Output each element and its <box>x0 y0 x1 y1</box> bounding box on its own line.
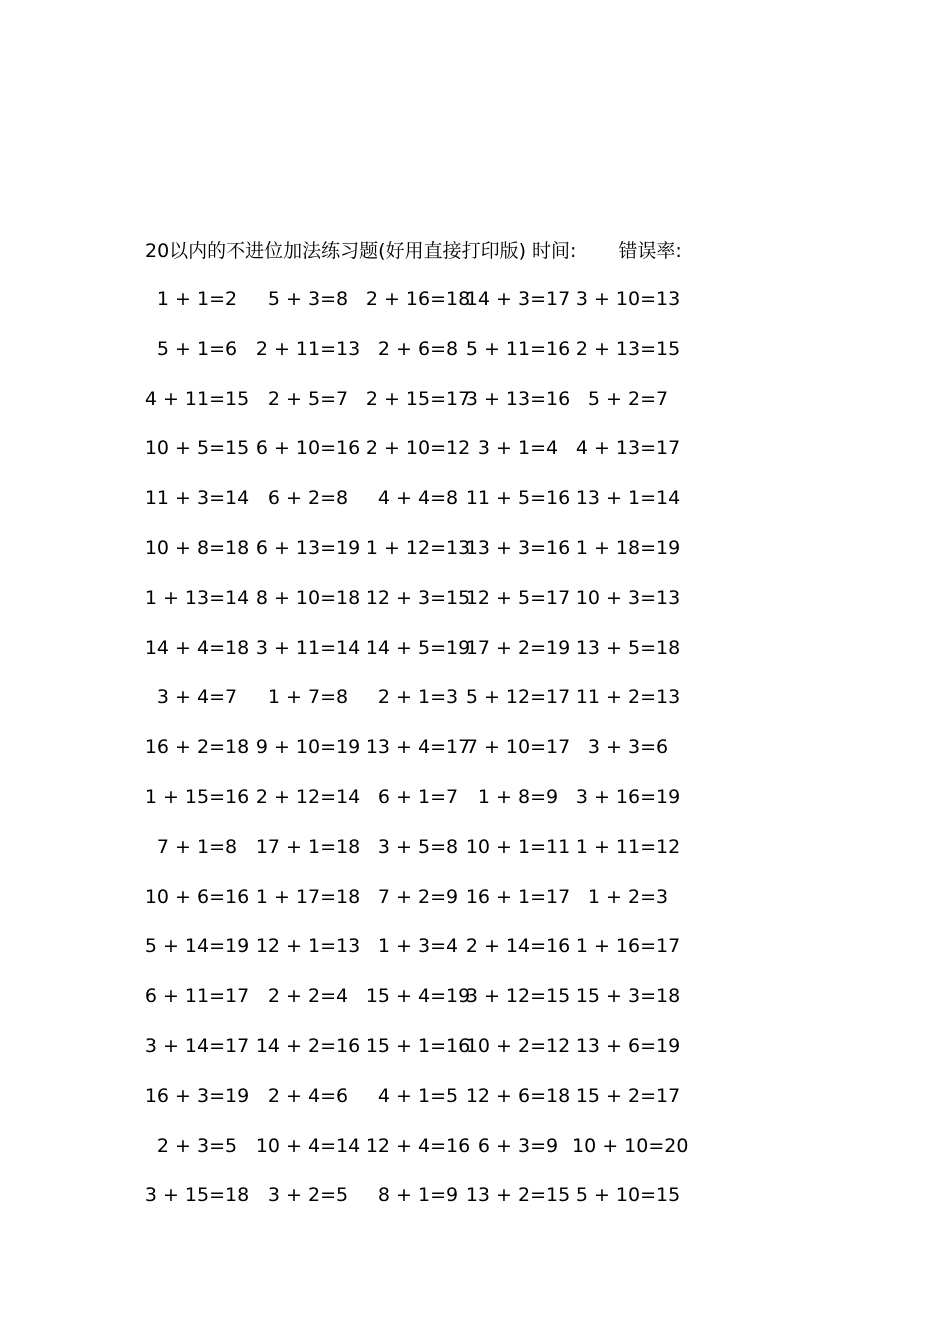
problem-row <box>0 382 950 432</box>
addition-problem: 10 + 8=18 <box>144 536 250 559</box>
addition-problem: 12 + 3=15 <box>365 586 471 609</box>
addition-problem: 1 + 13=14 <box>144 586 250 609</box>
addition-problem: 2 + 11=13 <box>255 337 361 360</box>
problem-row <box>0 631 950 681</box>
addition-problem: 11 + 2=13 <box>575 686 681 709</box>
error-rate-label: 错误率: <box>618 240 682 262</box>
addition-problem: 3 + 13=16 <box>465 387 571 410</box>
problem-row <box>0 531 950 581</box>
addition-problem: 3 + 14=17 <box>144 1034 250 1057</box>
problem-row <box>0 830 950 880</box>
addition-problem: 3 + 5=8 <box>377 835 459 858</box>
addition-problem: 3 + 16=19 <box>575 785 681 808</box>
addition-problem: 1 + 18=19 <box>575 536 681 559</box>
addition-problem: 2 + 14=16 <box>465 935 571 958</box>
addition-problem: 15 + 2=17 <box>575 1084 681 1107</box>
addition-problem: 2 + 16=18 <box>365 288 471 310</box>
addition-problem: 17 + 1=18 <box>255 835 361 858</box>
addition-problem: 6 + 13=19 <box>255 536 361 559</box>
addition-problem: 17 + 2=19 <box>465 636 571 659</box>
addition-problem: 8 + 10=18 <box>255 586 361 609</box>
addition-problem: 10 + 5=15 <box>144 437 250 460</box>
addition-problem: 12 + 6=18 <box>465 1084 571 1107</box>
addition-problem: 5 + 1=6 <box>156 337 238 360</box>
addition-problem: 16 + 3=19 <box>144 1084 250 1107</box>
addition-problem: 6 + 1=7 <box>377 785 459 808</box>
addition-problem: 4 + 1=5 <box>377 1084 459 1107</box>
addition-problem: 2 + 2=4 <box>267 985 349 1008</box>
addition-problem: 16 + 2=18 <box>144 736 250 759</box>
addition-problem: 2 + 13=15 <box>575 337 681 360</box>
addition-problem: 3 + 11=14 <box>255 636 361 659</box>
problem-row <box>0 581 950 631</box>
addition-problem: 15 + 4=19 <box>365 985 471 1008</box>
addition-problem: 5 + 3=8 <box>267 288 349 310</box>
addition-problem: 4 + 4=8 <box>377 487 459 510</box>
addition-problem: 12 + 1=13 <box>255 935 361 958</box>
problem-row <box>0 1029 950 1079</box>
addition-problem: 6 + 3=9 <box>477 1134 559 1157</box>
addition-problem: 2 + 3=5 <box>156 1134 238 1157</box>
problem-row <box>0 1079 950 1129</box>
addition-problem: 5 + 11=16 <box>465 337 571 360</box>
addition-problem: 11 + 5=16 <box>465 487 571 510</box>
problem-row <box>0 780 950 830</box>
addition-problem: 5 + 10=15 <box>575 1184 681 1207</box>
addition-problem: 13 + 3=16 <box>465 536 571 559</box>
addition-problem: 3 + 1=4 <box>477 437 559 460</box>
addition-problem: 10 + 10=20 <box>572 1134 689 1157</box>
problem-row <box>0 1129 950 1179</box>
addition-problem: 3 + 3=6 <box>587 736 669 759</box>
addition-problem: 2 + 12=14 <box>255 785 361 808</box>
addition-problem: 9 + 10=19 <box>255 736 361 759</box>
addition-problem: 1 + 15=16 <box>144 785 250 808</box>
addition-problem: 1 + 12=13 <box>365 536 471 559</box>
addition-problem: 13 + 4=17 <box>365 736 471 759</box>
addition-problem: 1 + 1=2 <box>156 288 238 310</box>
addition-problem: 4 + 13=17 <box>575 437 681 460</box>
addition-problem: 8 + 1=9 <box>377 1184 459 1207</box>
addition-problem: 4 + 11=15 <box>144 387 250 410</box>
problem-row <box>0 1178 950 1228</box>
time-label: 时间: <box>532 240 577 262</box>
addition-problem: 14 + 3=17 <box>465 288 571 310</box>
problem-row <box>0 680 950 730</box>
addition-problem: 15 + 3=18 <box>575 985 681 1008</box>
addition-problem: 5 + 14=19 <box>144 935 250 958</box>
addition-problem: 2 + 15=17 <box>365 387 471 410</box>
addition-problem: 14 + 5=19 <box>365 636 471 659</box>
addition-problem: 10 + 3=13 <box>575 586 681 609</box>
worksheet-title: 20以内的不进位加法练习题(好用直接打印版) <box>145 240 527 262</box>
addition-problem: 3 + 2=5 <box>267 1184 349 1207</box>
problem-row <box>0 929 950 979</box>
addition-problem: 1 + 2=3 <box>587 885 669 908</box>
addition-problem: 16 + 1=17 <box>465 885 571 908</box>
addition-problem: 2 + 1=3 <box>377 686 459 709</box>
addition-problem: 1 + 8=9 <box>477 785 559 808</box>
problem-row <box>0 730 950 780</box>
addition-problem: 13 + 5=18 <box>575 636 681 659</box>
addition-problem: 2 + 5=7 <box>267 387 349 410</box>
addition-problem: 10 + 2=12 <box>465 1034 571 1057</box>
addition-problem: 1 + 17=18 <box>255 885 361 908</box>
addition-problem: 13 + 2=15 <box>465 1184 571 1207</box>
addition-problem: 2 + 10=12 <box>365 437 471 460</box>
problem-grid <box>0 282 950 1228</box>
addition-problem: 5 + 2=7 <box>587 387 669 410</box>
problem-row <box>0 332 950 382</box>
addition-problem: 12 + 5=17 <box>465 586 571 609</box>
addition-problem: 11 + 3=14 <box>144 487 250 510</box>
addition-problem: 3 + 4=7 <box>156 686 238 709</box>
addition-problem: 1 + 7=8 <box>267 686 349 709</box>
addition-problem: 7 + 1=8 <box>156 835 238 858</box>
problem-row <box>0 431 950 481</box>
addition-problem: 7 + 10=17 <box>465 736 571 759</box>
addition-problem: 1 + 3=4 <box>377 935 459 958</box>
addition-problem: 3 + 15=18 <box>144 1184 250 1207</box>
addition-problem: 6 + 11=17 <box>144 985 250 1008</box>
addition-problem: 15 + 1=16 <box>365 1034 471 1057</box>
addition-problem: 3 + 12=15 <box>465 985 571 1008</box>
addition-problem: 12 + 4=16 <box>365 1134 471 1157</box>
addition-problem: 7 + 2=9 <box>377 885 459 908</box>
problem-row <box>0 979 950 1029</box>
worksheet-header <box>145 236 682 263</box>
addition-problem: 1 + 16=17 <box>575 935 681 958</box>
addition-problem: 2 + 6=8 <box>377 337 459 360</box>
addition-problem: 13 + 6=19 <box>575 1034 681 1057</box>
problem-row <box>0 880 950 930</box>
problem-row <box>0 481 950 531</box>
problem-row <box>0 282 950 332</box>
addition-problem: 14 + 4=18 <box>144 636 250 659</box>
addition-problem: 14 + 2=16 <box>255 1034 361 1057</box>
addition-problem: 10 + 4=14 <box>255 1134 361 1157</box>
addition-problem: 10 + 6=16 <box>144 885 250 908</box>
addition-problem: 6 + 10=16 <box>255 437 361 460</box>
addition-problem: 13 + 1=14 <box>575 487 681 510</box>
addition-problem: 5 + 12=17 <box>465 686 571 709</box>
addition-problem: 10 + 1=11 <box>465 835 571 858</box>
addition-problem: 1 + 11=12 <box>575 835 681 858</box>
addition-problem: 3 + 10=13 <box>575 288 681 310</box>
addition-problem: 6 + 2=8 <box>267 487 349 510</box>
addition-problem: 2 + 4=6 <box>267 1084 349 1107</box>
